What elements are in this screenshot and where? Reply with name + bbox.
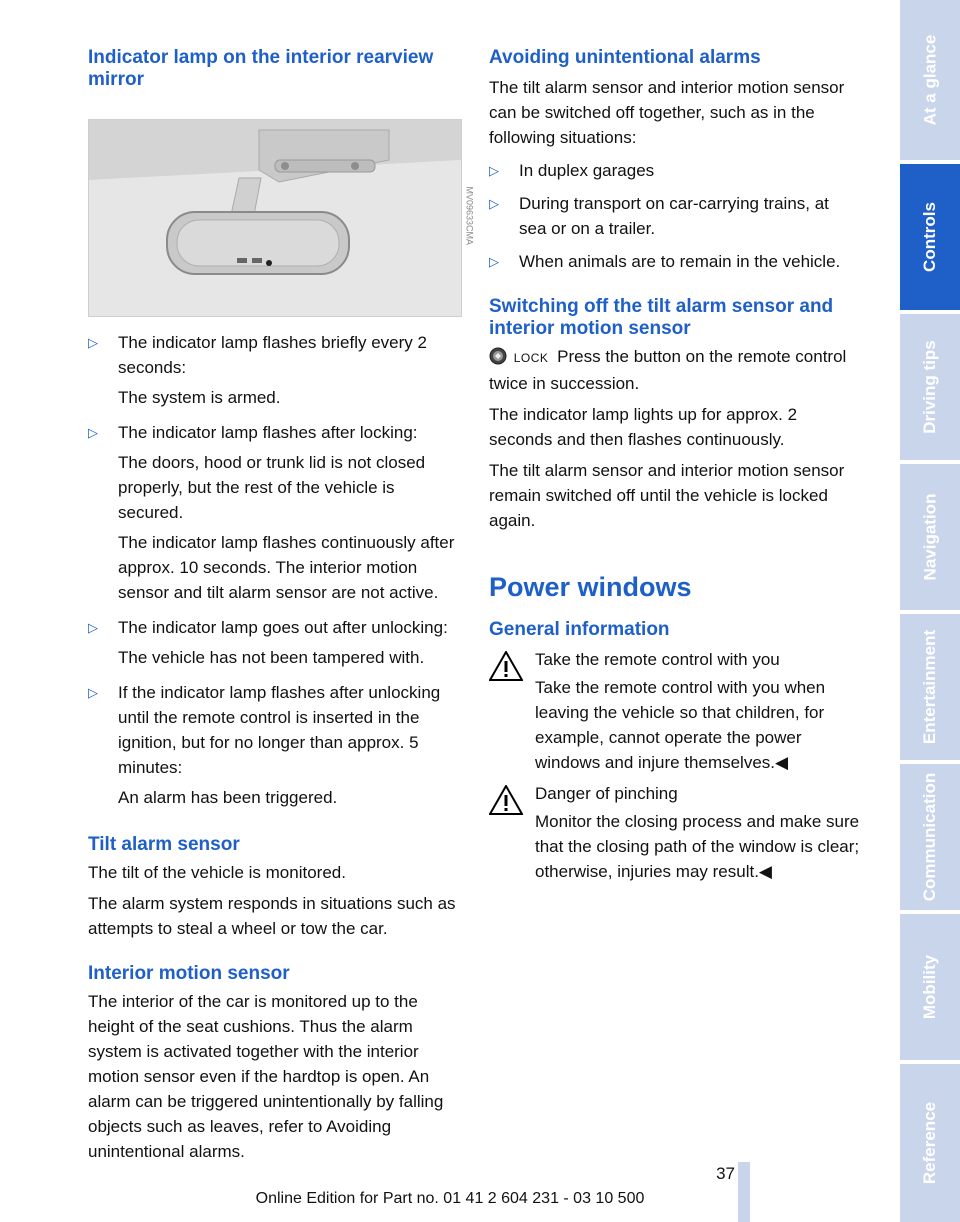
heading-indicator-lamp: Indicator lamp on the interior rearview mirror (88, 47, 434, 90)
bullet-sub-text: The indicator lamp flashes continuously after approx. 10 seconds. The interior motion sensor and tilt alarm sensor are not active. (118, 533, 455, 602)
rearview-mirror-image (89, 120, 461, 316)
bullet-icon: ▷ (489, 163, 499, 178)
tilt-paragraph-1: The tilt of the vehicle is monitored. (88, 863, 346, 882)
bullet-sub-text: The vehicle has not been tampered with. (118, 648, 425, 667)
bullet-sub-text: The system is armed. (118, 388, 281, 407)
heading-general-information: General information (489, 619, 670, 640)
heading-power-windows: Power windows (489, 572, 692, 602)
bullet-text: During transport on car-carrying trains, at sea or on a trailer. (519, 194, 829, 238)
right-column (489, 0, 861, 884)
warning-triangle-icon (489, 785, 523, 815)
list-item (88, 420, 464, 445)
switch-paragraph-1 (489, 344, 861, 396)
mirror-illustration (88, 119, 475, 317)
bullet-text: The indicator lamp goes out after unlocking: (118, 618, 448, 637)
tab-at-a-glance[interactable]: At a glance (900, 0, 960, 160)
switch-text-1: Press the button on the remote control twice in succession. (489, 347, 847, 393)
heading-avoiding-alarms: Avoiding unintentional alarms (489, 47, 761, 68)
bullet-sub-text: An alarm has been triggered. (118, 788, 338, 807)
list-item (489, 158, 861, 183)
left-column (88, 0, 475, 1164)
heading-tilt-alarm-sensor: Tilt alarm sensor (88, 834, 240, 855)
bullet-text: In duplex garages (519, 161, 655, 180)
list-item (88, 330, 464, 380)
warning-text: Monitor the closing process and make sure that the closing path of the window is clear; otherwise, injuries may result.◀ (535, 812, 860, 881)
bullet-text: If the indicator lamp flashes after unlocking until the remote control is inserted in the ignition, but for no longer than approx. 5 minutes: (118, 683, 441, 777)
warning-remote-control (489, 647, 861, 775)
tab-controls[interactable]: Controls (900, 164, 960, 310)
tab-entertainment[interactable]: Entertainment (900, 614, 960, 760)
switch-paragraph-3: The tilt alarm sensor and interior motion sensor remain switched off until the vehicle is locked again. (489, 461, 845, 530)
remote-key-icon (489, 347, 507, 365)
avoid-paragraph: The tilt alarm sensor and interior motion sensor can be switched off together, such as in the following situations: (489, 78, 845, 147)
list-item (489, 249, 861, 274)
bullet-icon: ▷ (88, 335, 98, 350)
bullet-text: The indicator lamp flashes briefly every 2 seconds: (118, 333, 427, 377)
list-item (489, 191, 861, 241)
warning-triangle-icon (489, 651, 523, 681)
warning-title: Take the remote control with you (535, 650, 780, 669)
tab-driving-tips[interactable]: Driving tips (900, 314, 960, 460)
bullet-icon: ▷ (88, 685, 98, 700)
tilt-paragraph-2: The alarm system responds in situations such as attempts to steal a wheel or tow the car. (88, 894, 456, 938)
figure-code: MV09633CMA (465, 186, 475, 245)
list-item (88, 680, 464, 780)
warning-text: Take the remote control with you when leaving the vehicle so that children, for example, cannot operate the power windows and injure themselves.◀ (535, 678, 826, 772)
bullet-icon: ▷ (88, 425, 98, 440)
switch-paragraph-2: The indicator lamp lights up for approx. 2 seconds and then flashes continuously. (489, 405, 798, 449)
heading-switching-off: Switching off the tilt alarm sensor and interior motion sensor (489, 296, 834, 339)
bullet-text: When animals are to remain in the vehicle. (519, 252, 841, 271)
interior-paragraph: The interior of the car is monitored up to the height of the seat cushions. Thus the alarm system is activated together with the interior motion sensor even if the hardtop is open. An alarm can be triggered unintentionally by falling objects such as leaves, refer to Avoiding unintentional alarms. (88, 992, 444, 1161)
bullet-icon: ▷ (489, 196, 499, 211)
bullet-icon: ▷ (88, 620, 98, 635)
bullet-text: The indicator lamp flashes after locking: (118, 423, 418, 442)
indicator-bullets (88, 330, 464, 810)
tab-communication[interactable]: Communication (900, 764, 960, 910)
tab-mobility[interactable]: Mobility (900, 914, 960, 1060)
page-number: 37 (716, 1164, 735, 1183)
tab-reference[interactable]: Reference (900, 1064, 960, 1222)
warning-title: Danger of pinching (535, 784, 678, 803)
chapter-tabs (900, 0, 960, 1222)
bullet-sub-text: The doors, hood or trunk lid is not closed properly, but the rest of the vehicle is secured. (118, 453, 426, 522)
list-item (88, 615, 464, 640)
tab-navigation[interactable]: Navigation (900, 464, 960, 610)
heading-interior-motion-sensor: Interior motion sensor (88, 963, 290, 984)
footer-text: Online Edition for Part no. 01 41 2 604 231 - 03 10 500 (255, 1190, 645, 1207)
lock-label: LOCK (513, 351, 549, 365)
bullet-icon: ▷ (489, 254, 499, 269)
warning-pinching (489, 781, 861, 884)
